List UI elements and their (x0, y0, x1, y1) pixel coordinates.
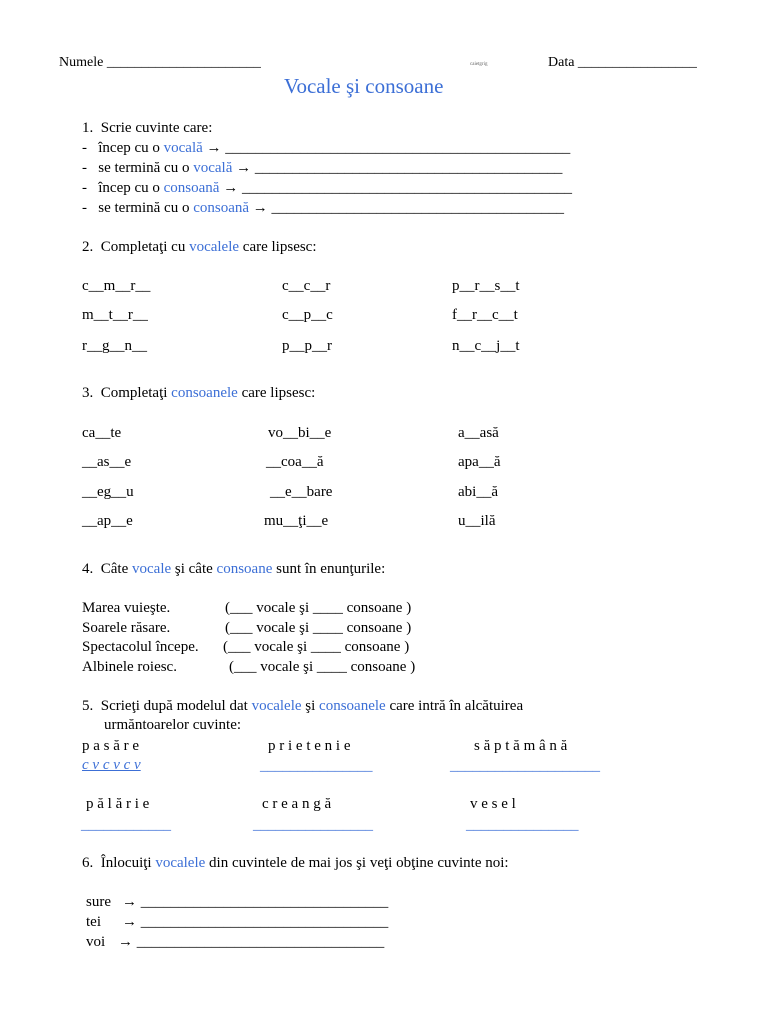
ex6-word: voi (86, 934, 106, 950)
ex5-answer-blank: ________________ (253, 817, 373, 833)
ex3-cell: vo__bi__e (268, 425, 332, 441)
ex5-answer-blank: _______________ (260, 758, 373, 774)
page-title: Vocale şi consoane (284, 74, 444, 98)
ex3-heading: 3. Completaţi consoanele care lipsesc: (82, 385, 316, 401)
ex1-heading: 1. Scrie cuvinte care: (82, 120, 213, 136)
ex4-sentence: Soarele răsare. (82, 620, 171, 636)
date-field: Data _________________ (548, 55, 697, 70)
ex4-sentence: Spectacolul începe. (82, 639, 199, 655)
ex3-cell: apa__ă (458, 454, 501, 470)
ex2-cell: c__c__r (282, 278, 331, 294)
ex2-cell: r__g__n__ (82, 338, 147, 354)
ex2-cell: f__r__c__t (452, 307, 518, 323)
ex1-line: - încep cu o consoană → ____________________________________________ (82, 180, 572, 196)
ex4-blank: (___ vocale şi ____ consoane ) (229, 659, 416, 675)
ex5-word: s ă p t ă m â n ă (474, 738, 568, 754)
ex6-word: tei (86, 914, 101, 930)
tiny-watermark: caietgrig (470, 62, 488, 67)
ex3-cell: a__asă (458, 425, 499, 441)
ex5-heading: 5. Scrieţi după modelul dat vocalele şi consoanele care intră în alcătuirea (82, 698, 524, 714)
ex6-heading: 6. Înlocuiţi vocalele din cuvintele de mai jos şi veţi obţine cuvinte noi: (82, 855, 509, 871)
ex5-answer-blank: ____________________ (450, 758, 600, 774)
ex1-line: - se termină cu o vocală → _________________________________________ (82, 160, 563, 176)
ex2-cell: m__t__r__ (82, 307, 148, 323)
ex2-cell: c__m__r__ (82, 278, 151, 294)
ex4-blank: (___ vocale şi ____ consoane ) (225, 600, 412, 616)
ex4-blank: (___ vocale şi ____ consoane ) (223, 639, 410, 655)
ex6-answer-line: → _________________________________ (122, 914, 389, 930)
ex6-word: sure (86, 894, 111, 910)
ex2-cell: p__r__s__t (452, 278, 520, 294)
ex3-cell: u__ilă (458, 513, 496, 529)
ex6-answer-line: → _________________________________ (122, 894, 389, 910)
ex3-cell: mu__ţi__e (264, 513, 329, 529)
ex3-cell: __eg__u (82, 484, 134, 500)
ex5-word: p r i e t e n i e (268, 738, 351, 754)
ex5-word: c r e a n g ă (262, 796, 332, 812)
ex2-cell: n__c__j__t (452, 338, 520, 354)
ex5-word: p a s ă r e (82, 738, 140, 754)
ex4-heading: 4. Câte vocale şi câte consoane sunt în enunţurile: (82, 561, 386, 577)
name-field: Numele ______________________ (59, 55, 261, 70)
ex4-sentence: Marea vuieşte. (82, 600, 171, 616)
ex5-word: v e s e l (470, 796, 516, 812)
ex3-cell: __ap__e (82, 513, 133, 529)
ex3-cell: __coa__ă (266, 454, 324, 470)
ex3-cell: abi__ă (458, 484, 498, 500)
ex6-answer-line: → _________________________________ (118, 934, 385, 950)
ex1-line: - încep cu o vocală → ______________________________________________ (82, 140, 571, 156)
ex5-model-answer: c v c v c v (82, 757, 141, 773)
ex4-blank: (___ vocale şi ____ consoane ) (225, 620, 412, 636)
ex1-line: - se termină cu o consoană → _______________________________________ (82, 200, 565, 216)
ex2-heading: 2. Completaţi cu vocalele care lipsesc: (82, 239, 317, 255)
ex5-answer-blank: ____________ (81, 817, 171, 833)
ex5-word: p ă l ă r i e (86, 796, 150, 812)
ex3-cell: __e__bare (270, 484, 333, 500)
ex5-answer-blank: _______________ (466, 817, 579, 833)
ex4-sentence: Albinele roiesc. (82, 659, 177, 675)
ex3-cell: __as__e (82, 454, 132, 470)
ex2-cell: p__p__r (282, 338, 332, 354)
ex2-cell: c__p__c (282, 307, 333, 323)
ex3-cell: ca__te (82, 425, 122, 441)
ex5-heading-cont: urmăntoarelor cuvinte: (104, 717, 242, 733)
